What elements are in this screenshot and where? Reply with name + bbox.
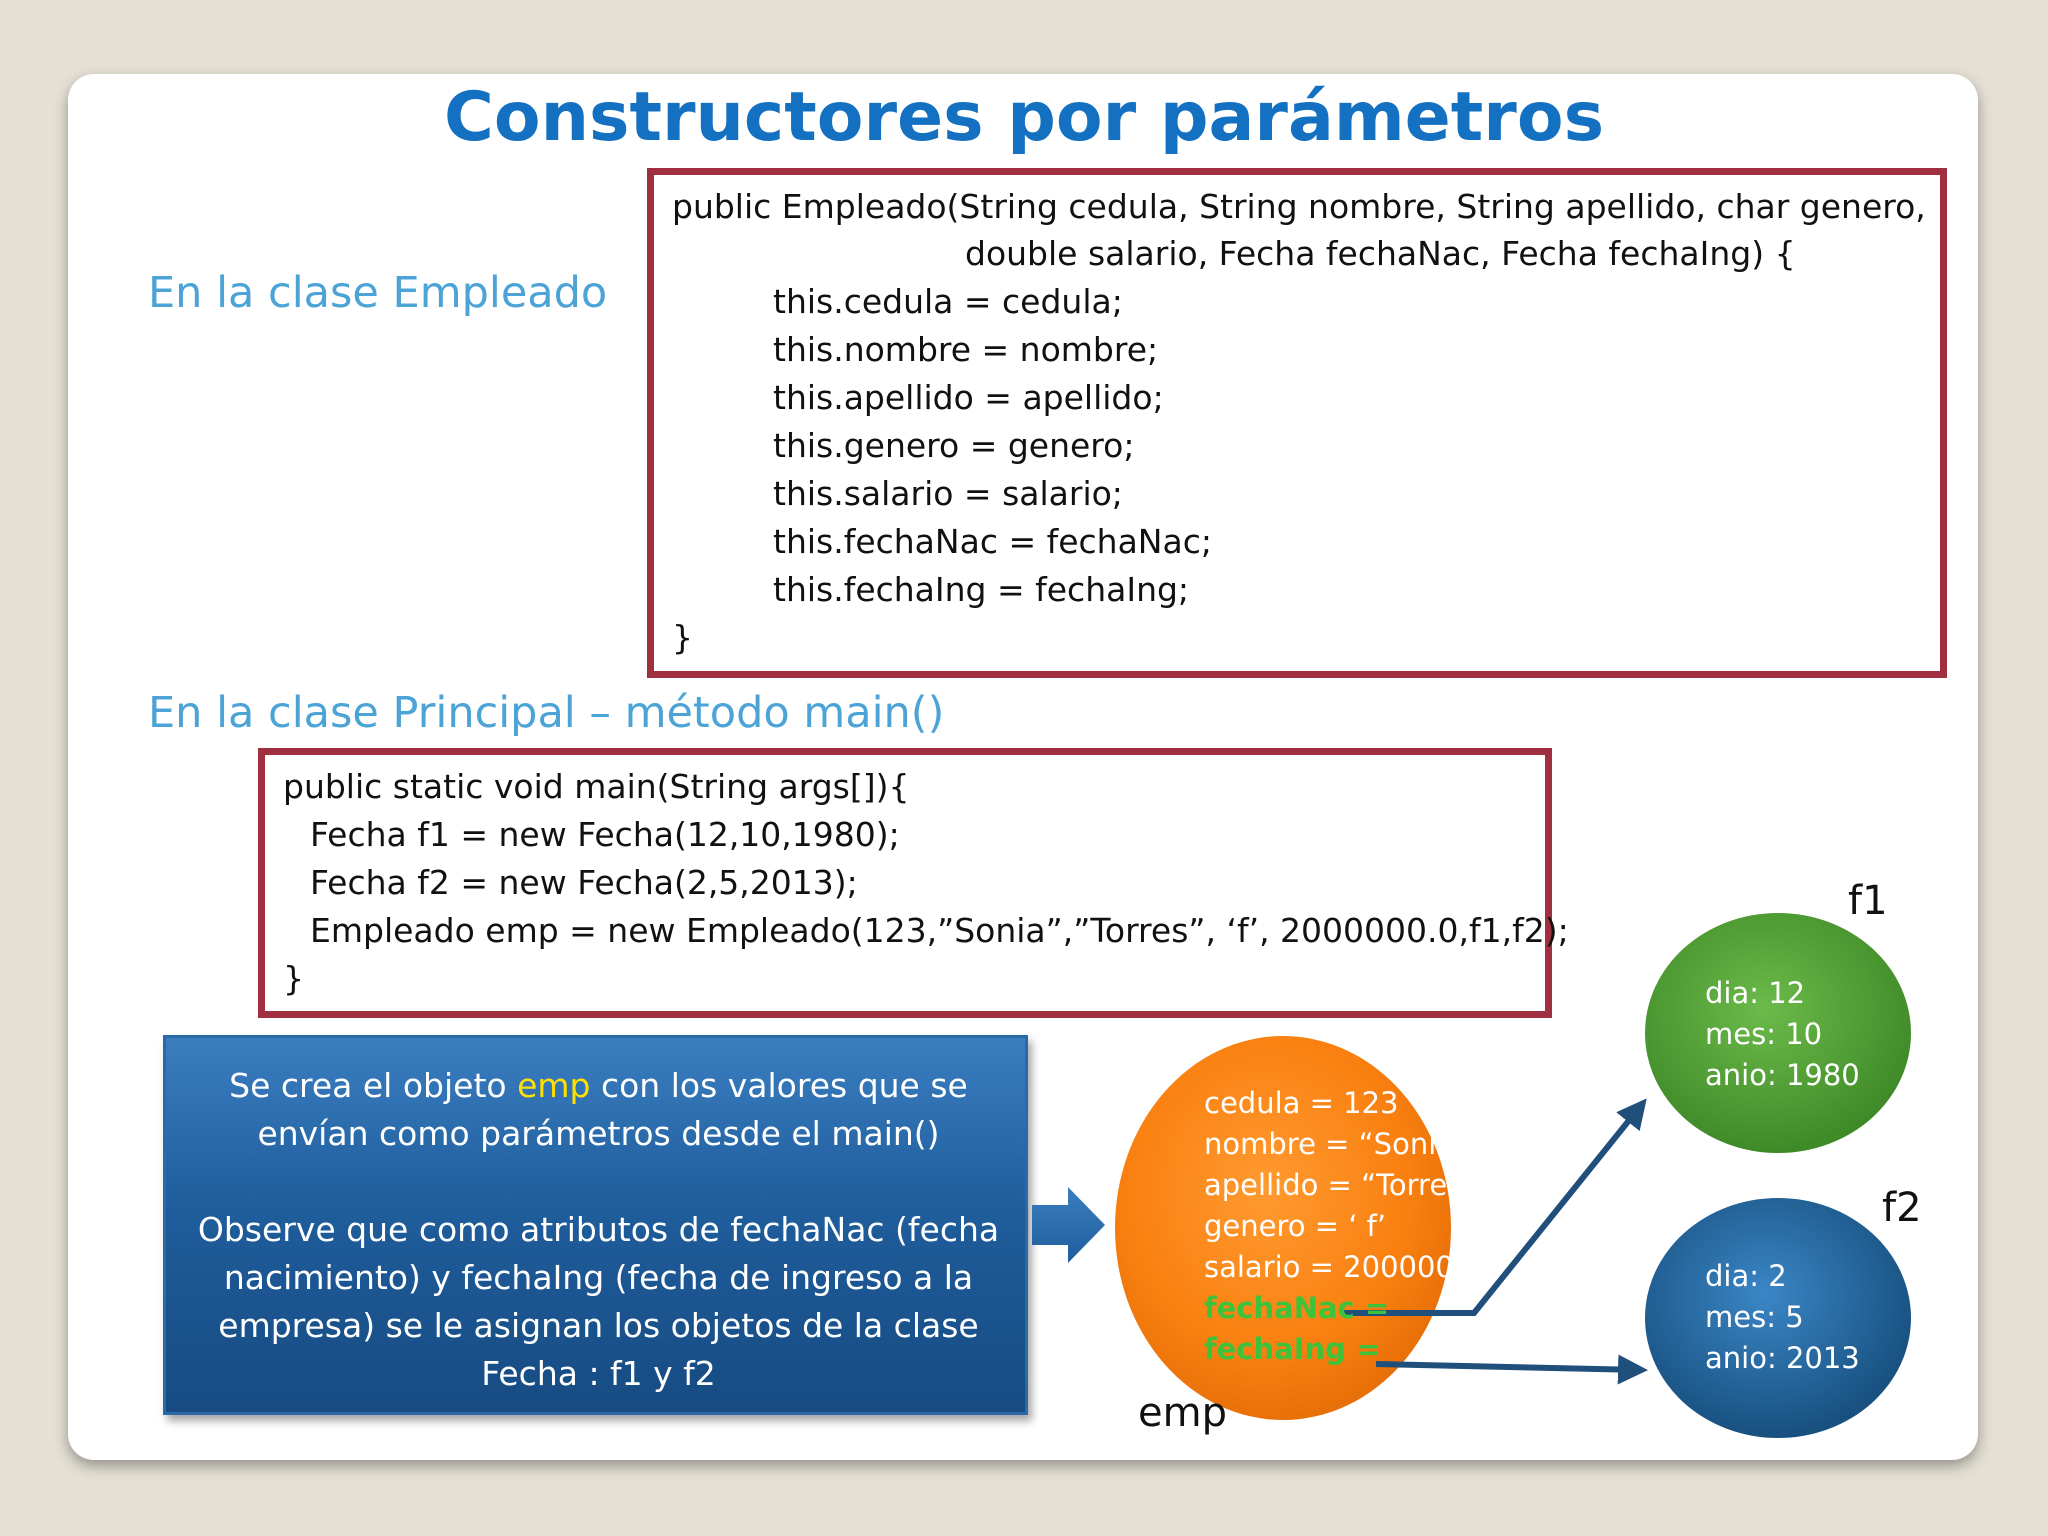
emp-field: nombre = “Sonia” <box>1204 1127 1470 1161</box>
code-line: this.nombre = nombre; <box>773 330 1159 369</box>
code-line: this.fechaIng = fechaIng; <box>773 570 1190 609</box>
f1-field: dia: 12 <box>1705 976 1806 1010</box>
pointer-arrow-icon <box>1032 1187 1105 1263</box>
f2-field: anio: 2013 <box>1705 1341 1860 1375</box>
info-text: Se crea el objeto <box>229 1066 518 1105</box>
emp-field: cedula = 123 <box>1204 1086 1399 1120</box>
section-label-empleado: En la clase Empleado <box>148 268 608 318</box>
emp-field: salario = 2000000.0 <box>1204 1250 1500 1284</box>
code-line: public static void main(String args[]){ <box>283 767 910 806</box>
info-line: Observe que como atributos de fechaNac (fecha <box>197 1210 1000 1249</box>
f2-field: dia: 2 <box>1705 1259 1787 1293</box>
code-line: this.fechaNac = fechaNac; <box>773 522 1212 561</box>
code-line: this.salario = salario; <box>773 474 1123 513</box>
ref-arrow-fechaing <box>1376 1364 1642 1370</box>
info-line: nacimiento) y fechaIng (fecha de ingreso a la <box>223 1258 974 1297</box>
code-line: Fecha f2 = new Fecha(2,5,2013); <box>310 863 858 902</box>
code-line: } <box>283 959 304 998</box>
emp-field: apellido = “Torres” <box>1204 1168 1478 1202</box>
info-line: Fecha : f1 y f2 <box>481 1354 716 1393</box>
slide-title: Constructores por parámetros <box>443 78 1605 157</box>
code-line: Empleado emp = new Empleado(123,”Sonia”,”Torres”, ‘f’, 2000000.0,f1,f2); <box>310 911 1569 950</box>
f1-field: mes: 10 <box>1705 1017 1823 1051</box>
code-line: this.cedula = cedula; <box>773 282 1123 321</box>
f2-field: mes: 5 <box>1705 1300 1804 1334</box>
code-line: public Empleado(String cedula, String nombre, String apellido, char genero, <box>672 187 1926 226</box>
info-line: empresa) se le asignan los objetos de la clase <box>218 1306 979 1345</box>
section-label-principal: En la clase Principal – método main() <box>148 688 945 738</box>
info-line: envían como parámetros desde el main() <box>257 1114 940 1153</box>
emp-ref-field-fechanac: fechaNac = <box>1204 1291 1390 1325</box>
code-line: } <box>672 618 693 657</box>
f1-object-label: f1 <box>1848 878 1888 924</box>
emp-ref-field-fechaing: fechaIng = <box>1204 1332 1381 1366</box>
f1-field: anio: 1980 <box>1705 1058 1860 1092</box>
f2-object-label: f2 <box>1882 1185 1922 1231</box>
info-text: con los valores que se <box>590 1066 968 1105</box>
code-line: this.genero = genero; <box>773 426 1135 465</box>
code-line: Fecha f1 = new Fecha(12,10,1980); <box>310 815 900 854</box>
code-line: this.apellido = apellido; <box>773 378 1164 417</box>
emp-field: genero = ‘ f’ <box>1204 1209 1387 1243</box>
info-highlight-emp: emp <box>517 1066 591 1105</box>
code-line: double salario, Fecha fechaNac, Fecha fechaIng) { <box>965 234 1796 273</box>
emp-object-label: emp <box>1138 1390 1227 1436</box>
